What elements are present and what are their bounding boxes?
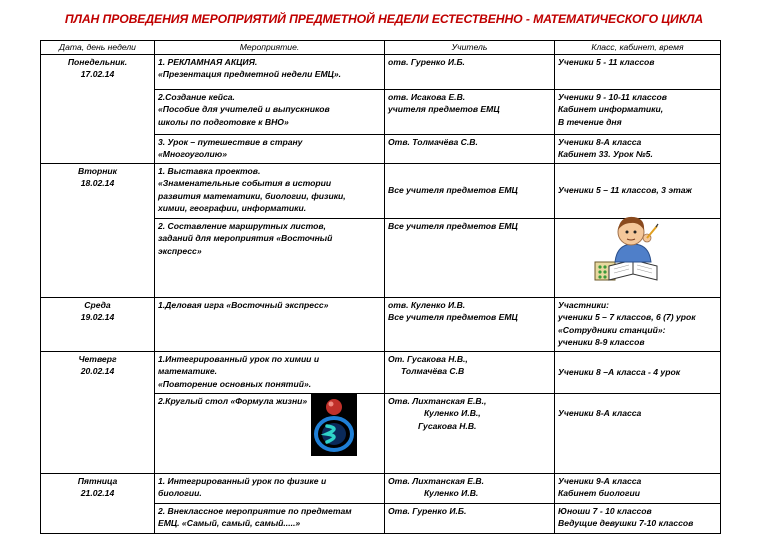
day-name: Понедельник. bbox=[67, 56, 128, 67]
class-line: Ученики 5 - 11 классов bbox=[558, 56, 655, 67]
class-line: В течение дня bbox=[558, 116, 622, 127]
class-line: Кабинет 33. Урок №5. bbox=[558, 149, 653, 159]
class-line: Кабинет биологии bbox=[558, 488, 641, 498]
event-line: 2.Создание кейса. bbox=[158, 91, 235, 102]
event-line: 2.Круглый стол «Формула жизни» bbox=[158, 395, 308, 406]
teacher-line: Толмачёва С.В bbox=[401, 366, 465, 376]
teacher-line: От. Гусакова Н.В., bbox=[388, 353, 468, 364]
teacher-cell bbox=[385, 89, 555, 134]
class-cell bbox=[555, 54, 721, 89]
teacher-line: Гусакова Н.В. bbox=[418, 420, 477, 431]
day-name: Среда bbox=[84, 299, 111, 310]
schedule-table bbox=[40, 40, 721, 534]
class-line: Юноши 7 - 10 классов bbox=[558, 505, 652, 516]
class-line: ученики 5 – 7 классов, 6 (7) урок bbox=[558, 312, 696, 322]
class-line: Ученики 8-А класса bbox=[558, 407, 642, 418]
teacher-line: учителя предметов ЕМЦ bbox=[388, 104, 500, 114]
table-row bbox=[41, 473, 721, 503]
formula-of-life-logo bbox=[311, 394, 357, 456]
class-cell bbox=[555, 393, 721, 473]
header-class: Класс, кабинет, время bbox=[555, 41, 721, 55]
class-cell bbox=[555, 351, 721, 393]
class-line: ученики 8-9 классов bbox=[558, 337, 645, 347]
teacher-cell bbox=[385, 134, 555, 163]
day-date: 21.02.14 bbox=[80, 488, 115, 498]
day-name: Четверг bbox=[78, 353, 117, 364]
event-line: 1. РЕКЛАМНАЯ АКЦИЯ. bbox=[158, 56, 258, 67]
teacher-line: Все учителя предметов ЕМЦ bbox=[388, 220, 518, 231]
teacher-cell bbox=[385, 503, 555, 533]
header-row bbox=[41, 41, 721, 55]
event-line: «Многоуголию» bbox=[158, 149, 227, 159]
event-cell bbox=[155, 89, 385, 134]
teacher-line: Отв. Лихтанская Е.В., bbox=[388, 395, 487, 406]
class-cell bbox=[555, 503, 721, 533]
event-line: 1.Интегрированный урок по химии и bbox=[158, 353, 320, 364]
event-line: экспресс» bbox=[158, 245, 202, 256]
event-line: химии, географии, информатики. bbox=[158, 203, 307, 213]
teacher-line: отв. Исакова Е.В. bbox=[388, 91, 466, 102]
teacher-cell bbox=[385, 54, 555, 89]
teacher-line: Отв. Лихтанская Е.В. bbox=[388, 475, 485, 486]
event-line: «Знаменательные события в истории bbox=[158, 178, 332, 188]
teacher-cell bbox=[385, 297, 555, 351]
class-cell bbox=[555, 134, 721, 163]
day-date: 20.02.14 bbox=[80, 366, 115, 376]
event-cell bbox=[155, 134, 385, 163]
class-line: Ведущие девушки 7-10 классов bbox=[558, 518, 694, 528]
teacher-cell bbox=[385, 163, 555, 218]
event-line: ЕМЦ. «Самый, самый, самый.....» bbox=[158, 518, 301, 528]
event-cell bbox=[155, 54, 385, 89]
table-row bbox=[41, 54, 721, 89]
event-line: 1.Деловая игра «Восточный экспресс» bbox=[158, 299, 329, 310]
event-line: «Пособие для учителей и выпускников bbox=[158, 104, 330, 114]
table-row bbox=[41, 351, 721, 393]
event-cell bbox=[155, 473, 385, 503]
event-cell bbox=[155, 351, 385, 393]
day-name: Пятница bbox=[77, 475, 118, 486]
class-line: Ученики 8 –А класса - 4 урок bbox=[558, 366, 681, 377]
teacher-line: отв. Гуренко И.Б. bbox=[388, 56, 465, 67]
event-line: школы по подготовке к ВНО» bbox=[158, 116, 289, 127]
event-line: «Презентация предметной недели ЕМЦ». bbox=[158, 69, 342, 79]
day-cell-friday bbox=[41, 473, 155, 533]
teacher-line: Все учителя предметов ЕМЦ bbox=[388, 312, 518, 322]
class-line: Ученики 5 – 11 классов, 3 этаж bbox=[558, 185, 692, 196]
table-row bbox=[41, 297, 721, 351]
event-line: 2. Внеклассное мероприятие по предметам bbox=[158, 505, 352, 516]
class-line: Кабинет информатики, bbox=[558, 104, 664, 114]
teacher-cell bbox=[385, 351, 555, 393]
day-cell-wednesday bbox=[41, 297, 155, 351]
day-cell-monday bbox=[41, 54, 155, 163]
class-cell bbox=[555, 89, 721, 134]
class-line: Ученики 8-А класса bbox=[558, 136, 642, 147]
teacher-line: Все учителя предметов ЕМЦ bbox=[388, 185, 518, 196]
day-cell-tuesday bbox=[41, 163, 155, 297]
day-date: 18.02.14 bbox=[80, 178, 115, 188]
event-line: заданий для мероприятия «Восточный bbox=[158, 233, 333, 243]
class-cell bbox=[555, 473, 721, 503]
event-line: развития математики, биологии, физики, bbox=[158, 190, 346, 201]
day-cell-thursday bbox=[41, 351, 155, 473]
header-teacher: Учитель bbox=[385, 41, 555, 55]
event-line: 1. Выставка проектов. bbox=[158, 165, 261, 176]
event-line: 3. Урок – путешествие в страну bbox=[158, 136, 303, 147]
teacher-cell bbox=[385, 393, 555, 473]
class-cell bbox=[555, 297, 721, 351]
teacher-line: Отв. Толмачёва С.В. bbox=[388, 136, 478, 147]
event-cell bbox=[155, 163, 385, 218]
event-line: 2. Составление маршрутных листов, bbox=[158, 220, 326, 231]
teacher-line: Отв. Гуренко И.Б. bbox=[388, 505, 467, 516]
class-line: «Сотрудники станций»: bbox=[558, 324, 666, 335]
event-cell bbox=[155, 218, 385, 297]
event-line: «Повторение основных понятий». bbox=[158, 378, 312, 389]
header-day: Дата, день недели bbox=[41, 41, 155, 55]
event-line: математике. bbox=[158, 366, 217, 376]
page-title: ПЛАН ПРОВЕДЕНИЯ МЕРОПРИЯТИЙ ПРЕДМЕТНОЙ НЕДЕЛИ ЕСТЕСТВЕННО - МАТЕМАТИЧЕСКОГО ЦИКЛА bbox=[64, 12, 704, 26]
class-line: Ученики 9-А класса bbox=[558, 475, 642, 486]
event-cell bbox=[155, 503, 385, 533]
header-event: Мероприятие. bbox=[155, 41, 385, 55]
event-line: биологии. bbox=[158, 488, 202, 498]
teacher-line: Куленко И.В. bbox=[424, 488, 479, 498]
teacher-line: отв. Куленко И.В. bbox=[388, 299, 466, 310]
day-date: 17.02.14 bbox=[80, 69, 115, 79]
student-with-book-illustration bbox=[587, 210, 671, 286]
event-cell bbox=[155, 297, 385, 351]
day-date: 19.02.14 bbox=[80, 312, 115, 322]
shirt bbox=[615, 244, 651, 262]
teacher-cell bbox=[385, 473, 555, 503]
teacher-cell bbox=[385, 218, 555, 297]
class-line: Участники: bbox=[558, 299, 609, 310]
event-line: 1. Интегрированный урок по физике и bbox=[158, 475, 327, 486]
day-name: Вторник bbox=[77, 165, 118, 176]
class-line: Ученики 9 - 10-11 классов bbox=[558, 91, 667, 102]
teacher-line: Куленко И.В., bbox=[424, 408, 481, 418]
